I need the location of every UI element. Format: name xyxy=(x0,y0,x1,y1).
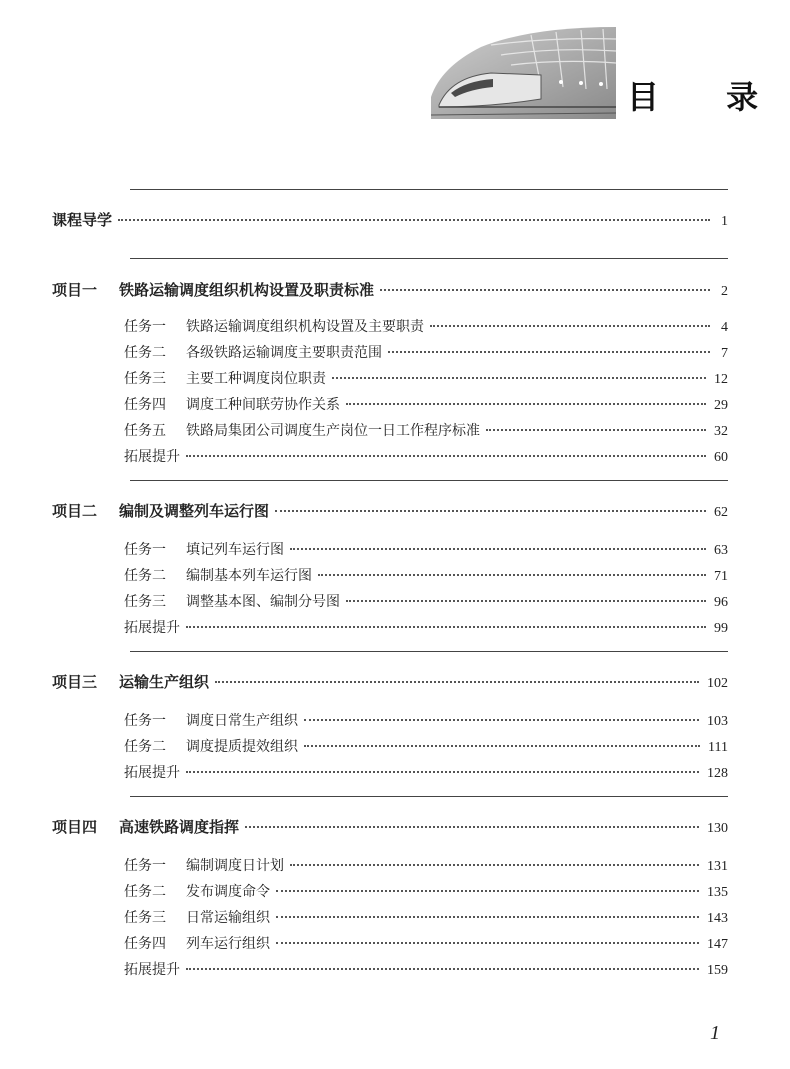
toc-entry-title: 编制调度日计划 xyxy=(186,858,284,874)
toc-entry-title: 拓展提升 xyxy=(124,620,180,636)
toc-entry-task[interactable] xyxy=(124,959,728,981)
toc-entry-label: 任务三 xyxy=(124,910,166,926)
toc-entry-label: 任务三 xyxy=(124,371,166,387)
toc-entry-title: 拓展提升 xyxy=(124,962,180,978)
toc-entry-page: 12 xyxy=(714,372,728,387)
toc-entry-label: 任务四 xyxy=(124,397,166,413)
toc-entry-label: 项目二 xyxy=(52,502,98,520)
toc-entry-page: 135 xyxy=(707,885,728,900)
toc-entry-project[interactable] xyxy=(52,279,728,301)
toc-entry-label: 任务二 xyxy=(124,345,166,361)
dot-leader xyxy=(186,771,699,773)
toc-entry-label: 任务二 xyxy=(124,568,166,584)
toc-entry-task[interactable] xyxy=(124,881,728,903)
toc-entry-title: 编制及调整列车运行图 xyxy=(119,502,270,520)
dot-leader xyxy=(380,289,710,291)
dot-leader xyxy=(276,890,699,892)
dot-leader xyxy=(276,916,699,918)
toc-entry-page: 7 xyxy=(721,346,728,361)
toc-entry-task[interactable] xyxy=(124,446,728,468)
toc-entry-page: 1 xyxy=(721,214,728,229)
toc-entry-label: 项目一 xyxy=(52,281,98,299)
divider xyxy=(130,189,728,190)
toc-entry-task[interactable] xyxy=(124,907,728,929)
toc-entry-page: 111 xyxy=(708,740,728,755)
dot-leader xyxy=(332,377,706,379)
toc-entry-task[interactable] xyxy=(124,316,728,338)
toc-entry-task[interactable] xyxy=(124,368,728,390)
page-title: 目 录 xyxy=(627,78,787,116)
dot-leader xyxy=(486,429,706,431)
toc-entry-page: 99 xyxy=(714,621,728,636)
toc-entry-label: 任务一 xyxy=(124,319,166,335)
dot-leader xyxy=(290,548,706,550)
toc-entry-title: 调度工种间联劳协作关系 xyxy=(186,397,340,413)
toc-entry-label: 任务三 xyxy=(124,594,166,610)
toc-entry-title: 铁路运输调度组织机构设置及主要职责 xyxy=(186,319,424,335)
toc-entry-page: 102 xyxy=(707,676,728,691)
toc-entry-page: 128 xyxy=(707,766,728,781)
divider xyxy=(130,480,728,481)
toc-entry-label: 任务五 xyxy=(124,423,166,439)
toc-entry-page: 96 xyxy=(714,595,728,610)
toc-entry-label: 任务一 xyxy=(124,542,166,558)
toc-entry-title: 发布调度命令 xyxy=(186,884,270,900)
toc-entry-title: 课程导学 xyxy=(52,211,113,229)
dot-leader xyxy=(346,600,706,602)
toc-entry-task[interactable] xyxy=(124,565,728,587)
toc-entry-title: 编制基本列车运行图 xyxy=(186,568,312,584)
toc-entry-task[interactable] xyxy=(124,617,728,639)
toc-entry-project[interactable] xyxy=(52,500,728,522)
toc-entry-page: 130 xyxy=(707,821,728,836)
toc-entry-label: 项目三 xyxy=(52,673,98,691)
toc-entry-task[interactable] xyxy=(124,591,728,613)
toc-entry-label: 任务二 xyxy=(124,884,166,900)
dot-leader xyxy=(276,942,699,944)
toc-entry-page: 4 xyxy=(721,320,728,335)
dot-leader xyxy=(430,325,710,327)
toc-entry-title: 日常运输组织 xyxy=(186,910,270,926)
dot-leader xyxy=(186,968,699,970)
toc-entry-page: 71 xyxy=(714,569,728,584)
toc-entry-page: 159 xyxy=(707,963,728,978)
toc-entry-page: 29 xyxy=(714,398,728,413)
toc-entry-title: 高速铁路调度指挥 xyxy=(119,818,240,836)
toc-entry-task[interactable] xyxy=(124,933,728,955)
toc-entry-title: 铁路运输调度组织机构设置及职责标准 xyxy=(119,281,375,299)
toc-entry-project[interactable] xyxy=(52,816,728,838)
toc-entry-title: 主要工种调度岗位职责 xyxy=(186,371,326,387)
toc-entry-label: 任务二 xyxy=(124,739,166,755)
toc-entry-title: 列车运行组织 xyxy=(186,936,270,952)
toc-entry-task[interactable] xyxy=(124,420,728,442)
train-illustration xyxy=(431,27,616,119)
dot-leader xyxy=(215,681,699,683)
toc-entry-title: 调整基本图、编制分号图 xyxy=(186,594,340,610)
dot-leader xyxy=(245,826,699,828)
toc-entry-page: 147 xyxy=(707,937,728,952)
divider xyxy=(130,651,728,652)
dot-leader xyxy=(186,626,706,628)
dot-leader xyxy=(290,864,699,866)
toc-entry-task[interactable] xyxy=(124,855,728,877)
dot-leader xyxy=(275,510,706,512)
toc-entry-page: 62 xyxy=(714,505,728,520)
toc-entry-page: 60 xyxy=(714,450,728,465)
toc-entry-task[interactable] xyxy=(124,539,728,561)
toc-entry-title: 拓展提升 xyxy=(124,449,180,465)
page-number: 1 xyxy=(710,1022,720,1044)
toc-entry-page: 32 xyxy=(714,424,728,439)
toc-entry-page: 103 xyxy=(707,714,728,729)
dot-leader xyxy=(304,745,700,747)
toc-entry-title: 铁路局集团公司调度生产岗位一日工作程序标准 xyxy=(186,423,480,439)
divider xyxy=(130,796,728,797)
toc-entry-task[interactable] xyxy=(124,762,728,784)
toc-entry-title: 各级铁路运输调度主要职责范围 xyxy=(186,345,382,361)
toc-entry-page: 131 xyxy=(707,859,728,874)
toc-entry-task[interactable] xyxy=(124,710,728,732)
toc-entry-title: 填记列车运行图 xyxy=(186,542,284,558)
toc-entry-page: 143 xyxy=(707,911,728,926)
dot-leader xyxy=(186,455,706,457)
toc-entry-task[interactable] xyxy=(124,736,728,758)
toc-entry-title: 调度提质提效组织 xyxy=(186,739,298,755)
dot-leader xyxy=(118,219,710,221)
toc-entry-title: 拓展提升 xyxy=(124,765,180,781)
toc-entry-page: 2 xyxy=(721,284,728,299)
toc-entry-label: 任务一 xyxy=(124,713,166,729)
toc-entry-task[interactable] xyxy=(124,394,728,416)
dot-leader xyxy=(304,719,699,721)
toc-entry-task[interactable] xyxy=(124,342,728,364)
dot-leader xyxy=(346,403,706,405)
dot-leader xyxy=(388,351,710,353)
toc-entry-title: 运输生产组织 xyxy=(119,673,210,691)
toc-entry-label: 任务四 xyxy=(124,936,166,952)
toc-entry-project[interactable] xyxy=(52,671,728,693)
toc-entry-page: 63 xyxy=(714,543,728,558)
divider xyxy=(130,258,728,259)
toc-entry-label: 项目四 xyxy=(52,818,98,836)
toc-entry-title: 调度日常生产组织 xyxy=(186,713,298,729)
dot-leader xyxy=(318,574,706,576)
toc-entry-intro[interactable] xyxy=(52,209,728,231)
toc-entry-label: 任务一 xyxy=(124,858,166,874)
